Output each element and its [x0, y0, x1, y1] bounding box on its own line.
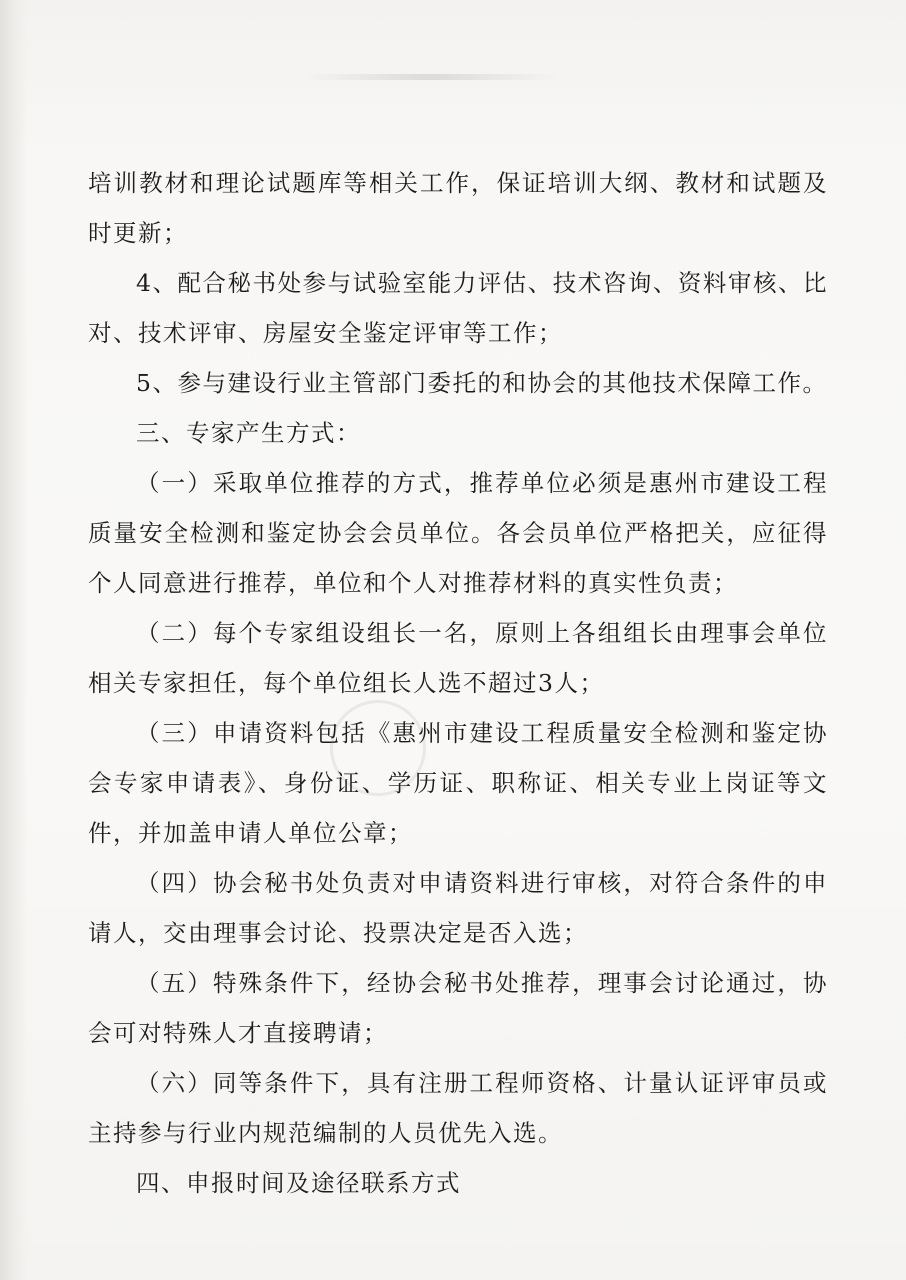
paragraph-subitem-2: （二）每个专家组设组长一名，原则上各组组长由理事会单位相关专家担任，每个单位组长人选不超过3人；	[88, 619, 828, 697]
section-heading-4: 四、申报时间及途径联系方式	[136, 1169, 461, 1197]
paragraph-subitem-6: （六）同等条件下，具有注册工程师资格、计量认证评审员或主持参与行业内规范编制的人员优先入选。	[88, 1069, 828, 1147]
section-heading-3: 三、专家产生方式：	[136, 419, 361, 447]
paragraph-subitem-3: （三）申请资料包括《惠州市建设工程质量安全检测和鉴定协会专家申请表》、身份证、学历证、职称证、相关专业上岗证等文件，并加盖申请人单位公章；	[88, 719, 828, 847]
paragraph-subitem-5: （五）特殊条件下，经协会秘书处推荐，理事会讨论通过，协会可对特殊人才直接聘请；	[88, 969, 828, 1047]
paragraph-training-materials: 培训教材和理论试题库等相关工作，保证培训大纲、教材和试题及时更新；	[88, 169, 828, 247]
faded-header-mark	[300, 74, 560, 80]
page-edge-shadow	[0, 0, 28, 1280]
paragraph-item-5: 5、参与建设行业主管部门委托的和协会的其他技术保障工作。	[136, 369, 828, 397]
paragraph-subitem-1: （一）采取单位推荐的方式，推荐单位必须是惠州市建设工程质量安全检测和鉴定协会会员单位。各会员单位严格把关，应征得个人同意进行推荐，单位和个人对推荐材料的真实性负责；	[88, 469, 828, 597]
paragraph-item-4: 4、配合秘书处参与试验室能力评估、技术咨询、资料审核、比对、技术评审、房屋安全鉴定评审等工作；	[88, 269, 828, 347]
paragraph-subitem-4: （四）协会秘书处负责对申请资料进行审核，对符合条件的申请人，交由理事会讨论、投票决定是否入选；	[88, 869, 828, 947]
document-body	[88, 158, 828, 1208]
